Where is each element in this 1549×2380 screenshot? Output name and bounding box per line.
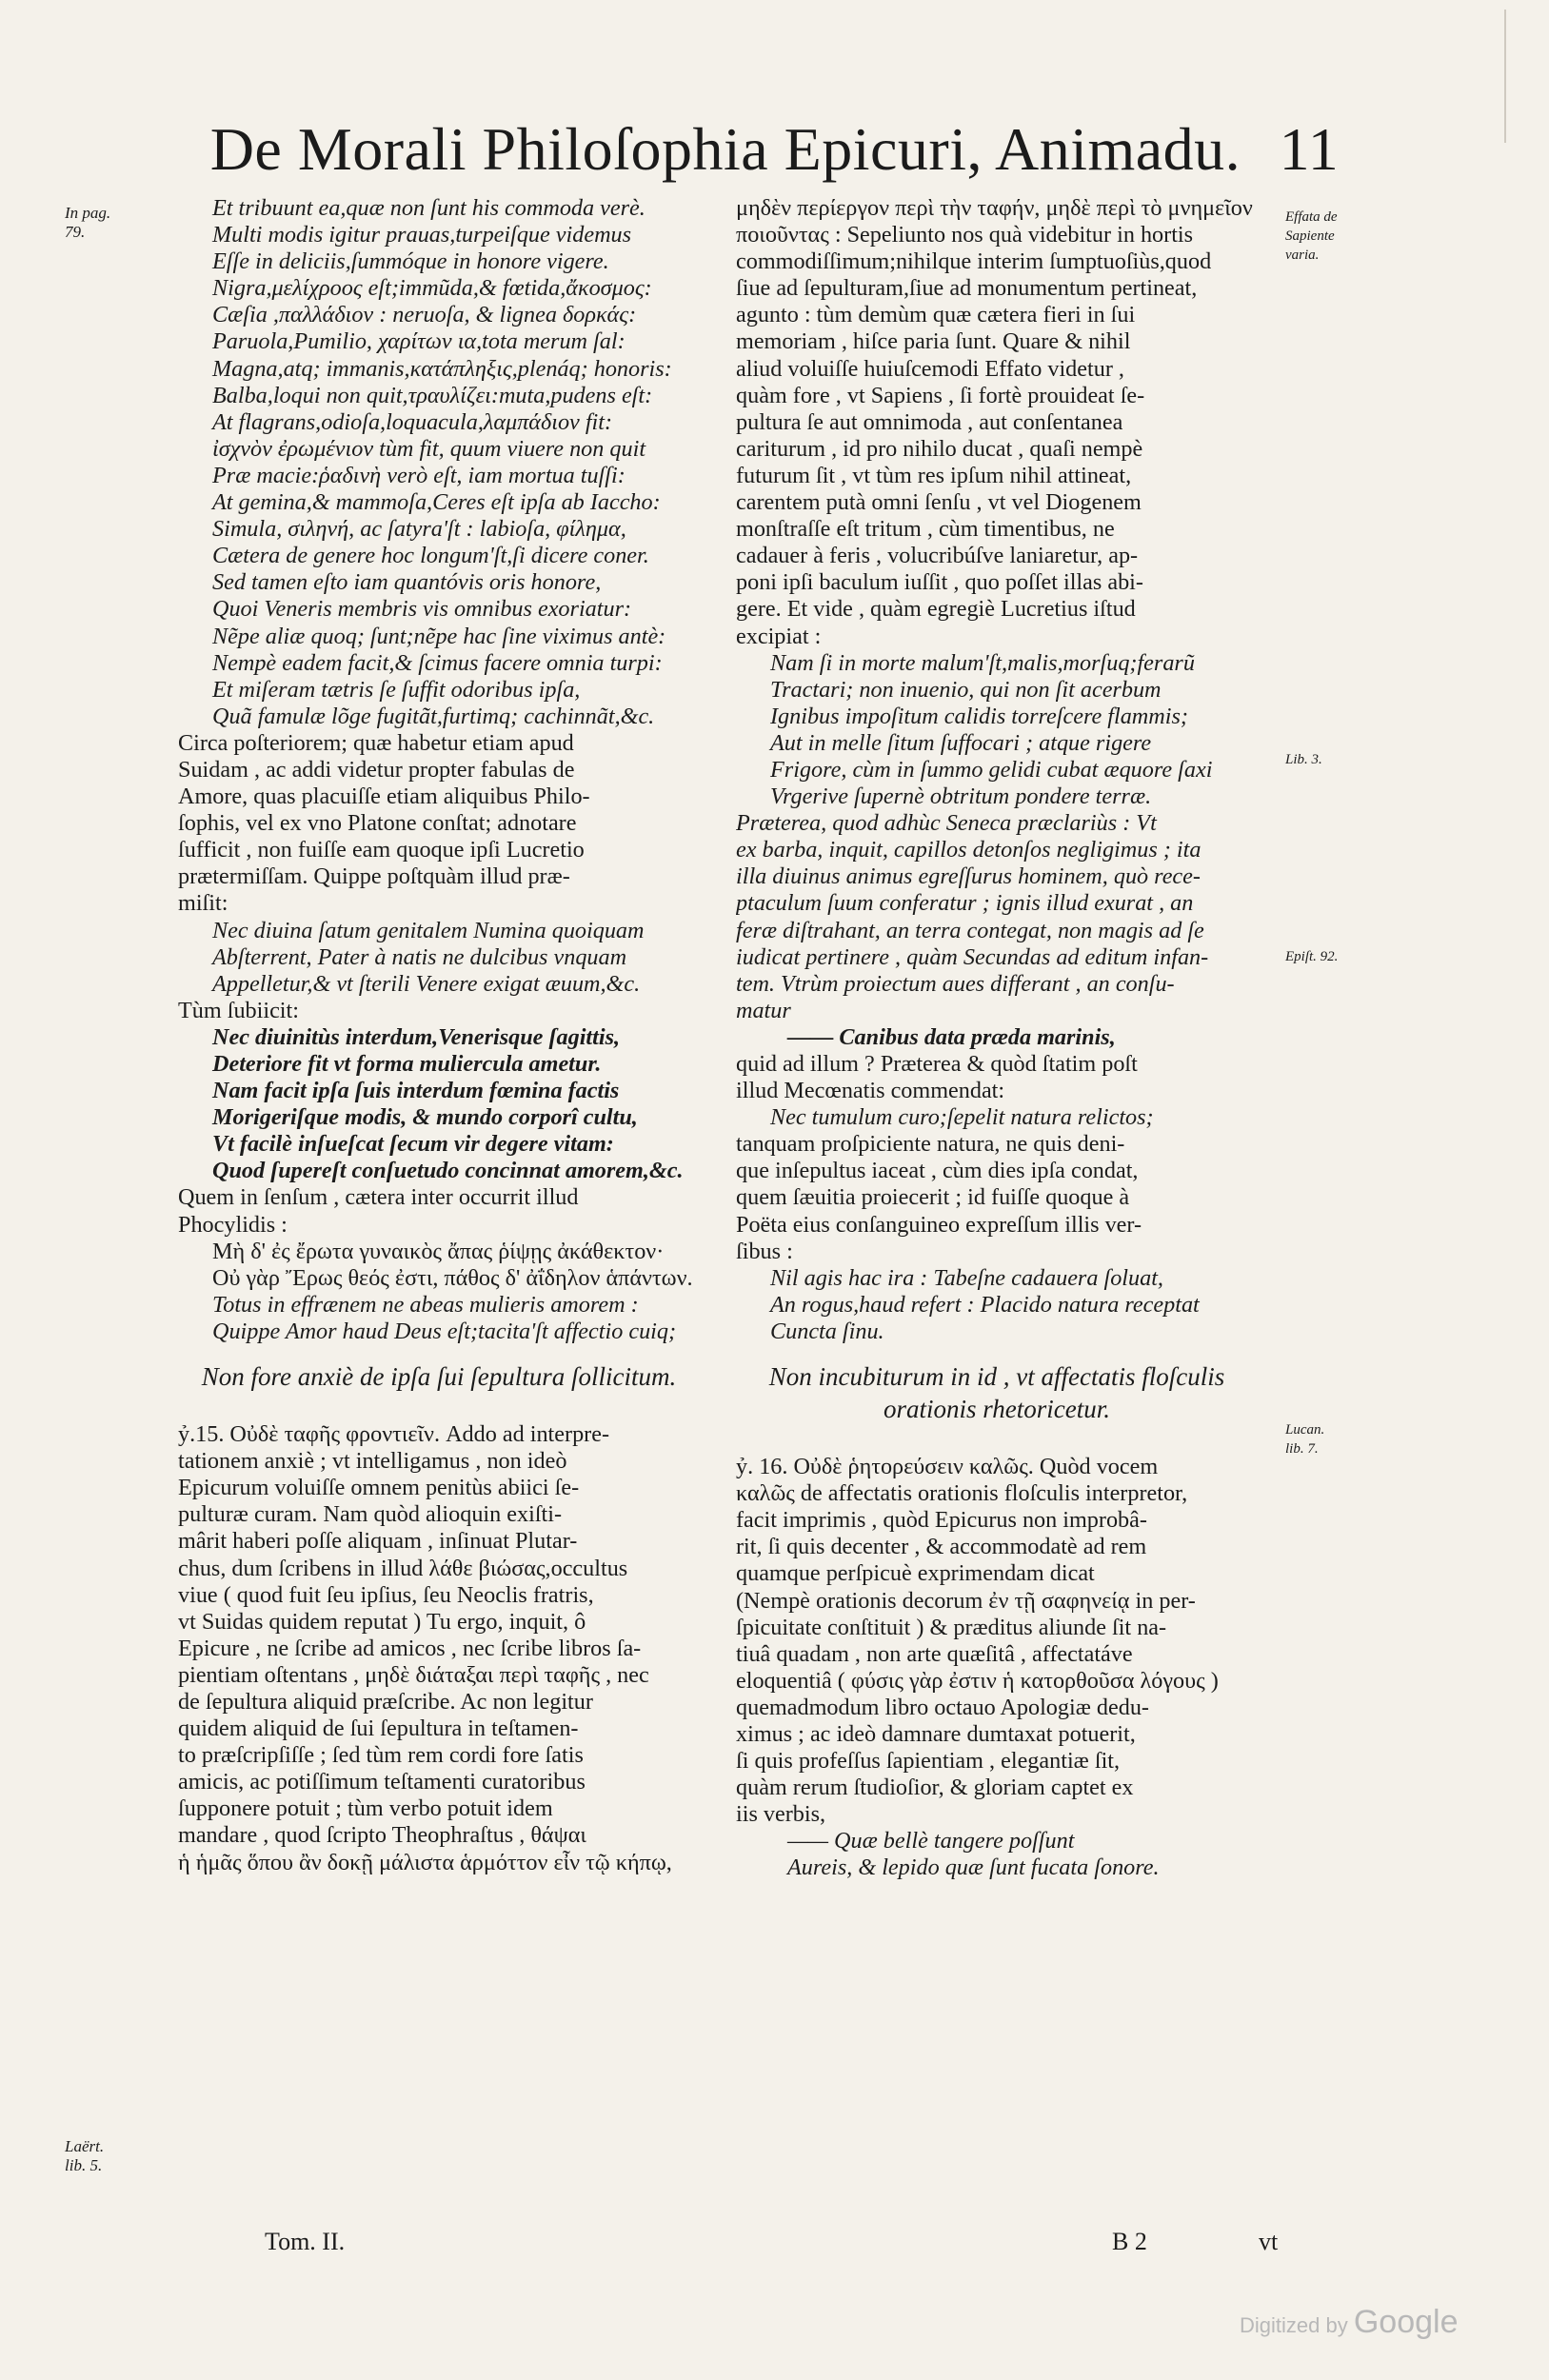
text-line: illud Mecœnatis commendat: [736,1078,1005,1104]
text-line: Multi modis igitur prauas,turpeiſque videmus [212,222,632,248]
margin-note-pag [65,204,131,242]
section-heading-16 [736,1360,1258,1425]
text-line: chus, dum ſcribens in illud λάθε βιώσας,occultus [178,1555,628,1581]
text-line: amicis, ac potiſſimum teſtamenti curatoribus [178,1769,586,1795]
text-line: Magna,atq; immanis,κατάπληξις,plenáq; honoris: [212,355,672,382]
text-line: Nigra,μελίχροος eſt;immũda,& fœtida,ἄκοσμος: [212,275,652,302]
text-line: quid ad illum ? Præterea & quòd ſtatim poſt [736,1051,1138,1077]
text-line: ſupponere potuit ; tùm verbo potuit idem [178,1795,553,1822]
text-line: Quoi Veneris membris vis omnibus exoriatur: [212,596,632,623]
text-line: miſit: [178,890,228,917]
text-line: quàm rerum ſtudioſior, & gloriam captet ex [736,1775,1134,1801]
text-line: gere. Et vide , quàm egregiè Lucretius iſtud [736,596,1136,623]
page-header [0,114,1549,185]
text-line: feræ diſtrahant, an terra contegat, non magis ad ſe [736,917,1204,943]
text-line: pientiam oſtentans , μηδὲ διάταξαι περὶ ταφῆς , nec [178,1661,649,1688]
text-line: Ignibus impoſitum calidis torreſcere flammis; [770,703,1188,729]
text-line: aliud voluiſſe huiuſcemodi Effato videtur , [736,355,1124,382]
text-line: Et tribuunt ea,quæ non ſunt his commoda verè. [212,195,645,221]
text-line: Cuncta ſinu. [770,1318,884,1344]
running-title: De Morali Philoſophia Epicuri, Animadu. [209,115,1241,183]
right-prose-block [736,195,1258,650]
section-heading-16-line1: Non incubiturum in id , vt affectatis floſculis [768,1362,1225,1392]
text-line: tiuâ quadam , non arte quæſitâ , affectatáve [736,1640,1133,1667]
text-line: ex barba, inquit, capillos detonſos negligimus ; ita [736,837,1201,863]
text-line: de ſepultura aliquid præſcribe. Ac non legitur [178,1688,593,1715]
text-line: Tractari; non inuenio, qui non ſit acerbum [770,676,1162,703]
text-line: An rogus,haud refert : Placido natura receptat [770,1291,1200,1318]
right-lucan-verse [736,1265,1258,1345]
margin-note-laert-lib: lib. 5. [65,2156,103,2174]
text-line: ſufficit , non fuiſſe eam quoque ipſi Lucretio [178,837,585,863]
margin-note-laert-label: Laërt. [65,2137,105,2155]
margin-note-lib3: Lib. 3. [1285,752,1322,767]
text-line: ἡ ἡμᾶς ὅπου ἂν δοκῇ μάλιστα ἁρμόττον εἶν τῷ κήπῳ, [178,1849,672,1875]
text-line: ſibus : [736,1238,793,1264]
text-line: Cæſia ,παλλάδιον : neruoſa, & lignea δορκάς: [212,302,637,328]
text-line: Cætera de genere hoc longum'ſt,ſi dicere coner. [212,543,649,569]
text-line: Quem in ſenſum , cætera inter occurrit illud [178,1184,579,1211]
text-line: Balba,loqui non quit,τραυλίζει:muta,pudens eſt: [212,382,653,408]
margin-note-pag-num: 79. [65,223,86,241]
text-line: pultura ſe aut omnimoda , aut conſentanea [736,408,1123,435]
text-line: ſi quis profeſſus ſapientiam , elegantiæ ſit, [736,1748,1121,1775]
text-line: Phocylidis : [178,1211,288,1238]
text-line: ỷ. 16. Οὐδὲ ῥητορεύσειν καλῶς. Quòd vocem [736,1454,1159,1480]
text-line: ptaculum ſuum conferatur ; ignis illud exurat , an [736,890,1194,917]
text-line: futurum ſit , vt tùm res ipſum nihil attineat, [736,462,1132,488]
text-line: matur [736,997,791,1023]
canibus-line: —— Canibus data præda marinis, [787,1023,1116,1050]
section-heading-16-line2: orationis rhetoricetur. [883,1395,1111,1424]
text-line: Aut in melle ſitum ſuffocari ; atque rigere [770,729,1152,756]
text-line: Paruola,Pumilio, χαρίτων ια,tota merum ſal: [212,328,626,355]
text-line: Eſſe in deliciis,ſummóque in honore vigere. [212,248,609,275]
text-line: ſiue ad ſepulturam,ſiue ad monumentum pertineat, [736,275,1198,302]
text-line: ſpicuitate conſtituit ) & præditus aliunde ſit na- [736,1614,1167,1640]
text-line: Sed tamen eſto iam quantóvis oris honore, [212,569,602,596]
text-line: Aureis, & lepido quæ ſunt fucata ſonore. [787,1854,1160,1881]
left-verse-block [178,195,700,730]
text-line: Amore, quas placuiſſe etiam aliquibus Philo- [178,783,590,810]
subiicit-line: Tùm ſubiicit: [178,997,299,1023]
left-lucretius-verse [178,918,700,998]
text-line: Nec diuina ſatum genitalem Numina quoiquam [212,917,645,943]
left-totus-verse [178,1292,700,1345]
text-line: Vt facilè inſueſcat ſecum vir degere vitam: [212,1131,614,1158]
catchword: vt [1259,2228,1279,2255]
text-line: Nec diuinitùs interdum,Venerisque ſagittis, [212,1023,621,1050]
text-line: tem. Vtrùm proiectum aues differant , an conſu- [736,970,1175,997]
page-number: 11 [1279,115,1340,183]
text-line: Totus in effrænem ne abeas mulieris amorem : [212,1291,639,1318]
text-line: tationem anxiè ; vt intelligamus , non ideò [178,1448,567,1475]
margin-note-lucan-lib: lib. 7. [1285,1441,1319,1457]
text-line: ximus ; ac ideò damnare dumtaxat potuerit, [736,1720,1136,1747]
text-line: Præ macie:ῥαδινὴ verò eſt, iam mortua tuſſi: [212,462,626,488]
text-line: monſtraſſe eſt tritum , cùm timentibus, ne [736,516,1115,543]
text-line: eloquentiâ ( φύσις γὰρ ἐστιν ἡ κατορθοῦσα λόγους ) [736,1667,1219,1694]
text-line: Deteriore fit vt forma muliercula ametur. [212,1051,602,1077]
text-line: Et miſeram tætris ſe ſuffit odoribus ipſa, [212,676,581,703]
right-column [736,195,1258,1882]
text-line: facit imprimis , quòd Epicurus non improbâ- [736,1507,1147,1534]
text-line: vt Suidas quidem reputat ) Tu ergo, inquit, ô [178,1608,586,1635]
text-line: rit, ſi quis decenter , & accommodatè ad rem [736,1534,1147,1560]
text-line: quem ſæuitia proiecerit ; id fuiſſe quoque à [736,1184,1130,1211]
text-line: Poëta eius conſanguineo expreſſum illis ver- [736,1211,1142,1238]
text-line: iudicat pertinere , quàm Secundas ad editum infan- [736,943,1209,970]
text-line: Simula, σιληνή, ac ſatyra'ſt : labioſa, φίλημα, [212,516,626,543]
margin-note-lucan-label: Lucan. [1285,1422,1325,1438]
text-line: Quã famulæ lõge fugitãt,furtimq; cachinnãt,&c. [212,703,655,729]
text-line: quamque perſpicuè exprimendam dicat [736,1560,1095,1587]
digitized-watermark [1240,2304,1458,2341]
margin-note-epist: Epiſt. 92. [1285,949,1339,964]
text-line: Appelletur,& vt ſterili Venere exigat æuum,&c. [212,970,641,997]
signature-b2: B 2 [1112,2228,1147,2255]
right-lucretius-verse [736,650,1258,811]
text-line: prætermiſſam. Quippe poſtquàm illud præ- [178,863,570,890]
text-line: poni ipſi baculum iuſſit , quo poſſet illas abi- [736,569,1143,596]
text-line: At flagrans,odioſa,loquacula,λαμπάδιον fit: [212,408,613,435]
text-line: ἰσχνὸν ἐρωμένιον tùm fit, quum viuere non quit [212,435,646,462]
text-line: mandare , quod ſcripto Theophraſtus , θάψαι [178,1822,586,1849]
text-line: quàm fore , vt Sapiens , ſi fortè prouideat ſe- [736,382,1145,408]
text-line: viue ( quod fuit ſeu ipſius, ſeu Neoclis fratris, [178,1581,594,1608]
margin-note-effata: Effata de Sapiente varia. [1285,209,1338,263]
text-line: μηδὲν περίεργον περὶ τὴν ταφήν, μηδὲ περὶ τὸ μνημεῖον [736,195,1253,221]
right-tanquam-block [736,1131,1258,1264]
signature-tom: Tom. II. [265,2228,346,2255]
left-quem-block [178,1184,700,1238]
text-line: Præterea, quod adhùc Seneca præclariùs : Vt [736,810,1157,837]
left-prose-block [178,730,700,918]
text-line: Nempè eadem facit,& ſcimus facere omnia turpi: [212,649,663,676]
text-line: pulturæ curam. Nam quòd alioquin exiſti- [178,1501,563,1528]
text-line: cadauer à feris , volucribúſve laniaretur, ap- [736,543,1139,569]
margin-note-laert [65,2137,131,2175]
text-line: ỷ.15. Οὐδὲ ταφῆς φροντιεῖν. Addo ad interpre- [178,1421,610,1448]
text-line: Frigore, cùm in ſummo gelidi cubat æquore ſaxi [770,756,1213,783]
text-line: Nẽpe aliæ quoq; ſunt;nẽpe hac ſine viximus antè: [212,623,666,649]
text-line: (Nempè orationis decorum ἐν τῇ σαφηνείᾳ in per- [736,1587,1196,1614]
text-line: Epicure , ne ſcribe ad amicos , nec ſcribe libros ſa- [178,1635,642,1661]
nec-tumulum-line: Nec tumulum curo;ſepelit natura relictos; [770,1104,1154,1131]
right-end-verse [736,1828,1258,1881]
text-line: carentem putà omni ſenſu , vt vel Diogenem [736,489,1142,516]
margin-note-lucan [1285,1420,1352,1458]
text-line: ποιοῦντας : Sepeliunto nos quà videbitur in hortis [736,222,1194,248]
text-line: Quippe Amor haud Deus eſt;tacita'ſt affectio cuiq; [212,1318,677,1344]
text-line: que inſepultus iaceat , cùm dies ipſa condat, [736,1158,1139,1184]
left-column [178,195,700,1876]
watermark-brand: Google [1353,2304,1459,2340]
text-line: Circa poſteriorem; quæ habetur etiam apud [178,729,574,756]
text-line: ſophis, vel ex vno Platone conſtat; adnotare [178,810,577,837]
text-line: Suidam , ac addi videtur propter fabulas de [178,756,575,783]
text-line: commodiſſimum;nihilque interim ſumptuoſiùs,quod [736,248,1212,275]
left-bold-verse [178,1024,700,1185]
text-line: Quod ſupereſt conſuetudo concinnat amorem,&c. [212,1158,684,1184]
margin-note-pag-label: In pag. [65,204,111,222]
text-line: Abſterrent, Pater à natis ne dulcibus vnquam [212,943,627,970]
text-line: Μὴ δ' ἐς ἔρωτα γυναικὸς ἄπας ῥίψῃς ἀκάθεκτον· [212,1238,665,1264]
text-line: quidem aliquid de ſui ſepultura in teſtamen- [178,1716,579,1742]
left-greek-verse [178,1239,700,1292]
text-line: excipiat : [736,623,822,649]
text-line: agunto : tùm demùm quæ cætera fieri in ſui [736,302,1136,328]
text-line: Nam facit ipſa ſuis interdum fœmina factis [212,1078,620,1104]
text-line: Nam ſi in morte malum'ſt,malis,morſuq;ferarũ [770,649,1195,676]
text-line: Nil agis hac ira : Tabeſne cadauera ſoluat, [770,1264,1163,1291]
watermark-prefix: Digitized by [1240,2313,1348,2337]
text-line: to præſcripſiſſe ; ſed tùm rem cordi fore ſatis [178,1742,584,1769]
text-line: cariturum , id pro nihilo ducat , quaſi nempè [736,435,1143,462]
text-line: tanquam proſpiciente natura, ne quis deni- [736,1131,1125,1158]
text-line: quemadmodum libro octauo Apologiæ dedu- [736,1694,1149,1720]
text-line: mârit haberi poſſe aliquam , inſinuat Plutar- [178,1528,578,1555]
text-line: Morigeriſque modis, & mundo corporî cultu, [212,1104,638,1131]
text-line: illa diuinus animus egreſſurus hominem, quò rece- [736,863,1201,890]
left-section-15 [178,1421,700,1876]
text-line: Οὐ γὰρ Ἔρως θεός ἐστι, πάθος δ' ἀΐδηλον ἁπάντων. [212,1264,693,1291]
text-line: Vrgerive ſupernè obtritum pondere terræ. [770,783,1152,810]
right-quid-block [736,1051,1258,1104]
text-line: memoriam , hiſce paria ſunt. Quare & nihil [736,328,1131,355]
right-section-16 [736,1454,1258,1828]
section-heading-15: Non fore anxiè de ipſa ſui ſepultura ſollicitum. [201,1362,677,1392]
right-seneca-block [736,810,1258,1024]
text-line: At gemina,& mammoſa,Ceres eſt ipſa ab Iaccho: [212,489,661,516]
text-line: —— Quæ bellè tangere poſſunt [787,1828,1075,1854]
text-line: iis verbis, [736,1801,826,1828]
text-line: καλῶς de affectatis orationis floſculis interpretor, [736,1480,1188,1507]
text-line: Epicurum voluiſſe omnem penitùs abiici ſe- [178,1475,580,1501]
